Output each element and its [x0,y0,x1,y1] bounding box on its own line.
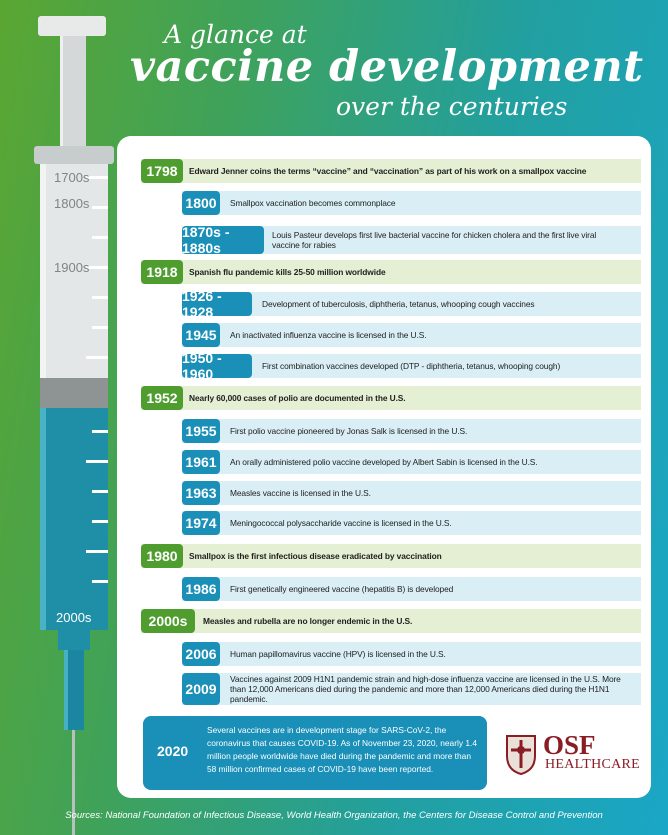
osf-healthcare-logo [503,730,643,780]
timeline-row [141,260,641,284]
syringe-plunger-head [38,16,106,36]
row-text: Smallpox vaccination becomes commonplace [230,198,396,208]
year-badge: 2020 [157,743,189,759]
syringe-tick [86,356,108,359]
year-badge: 1926 - 1928 [182,292,252,316]
year-badge: 1950 - 1960 [182,354,252,378]
year-badge: 1798 [141,159,183,183]
syringe-tick [92,326,108,329]
syringe-tick [92,296,108,299]
title-line-1: A glance at [164,20,307,49]
year-badge: 1963 [182,481,220,505]
timeline-row [182,481,641,505]
year-badge: 1986 [182,577,220,601]
row-text: Measles vaccine is licensed in the U.S. [230,488,371,498]
year-badge: 2006 [182,642,220,666]
syringe-tick [92,206,108,209]
row-text: An orally administered polio vaccine developed by Albert Sabin is licensed in the U.S. [230,457,538,467]
row-text: Measles and rubella are no longer endemic in the U.S. [203,616,413,626]
syringe-label-1700s: 1700s [54,170,90,185]
sources-footer: Sources: National Foundation of Infectious Disease, World Health Organization, the Centers for Disease Control and Prevention [65,810,603,821]
timeline-row [182,450,641,474]
year-badge: 1961 [182,450,220,474]
year-badge: 1952 [141,386,183,410]
row-text: Edward Jenner coins the terms “vaccine” and “vaccination” as part of his work on a smallpox vaccine [189,166,587,176]
row-text: Smallpox is the first infectious disease eradicated by vaccination [189,551,442,561]
row-text: Human papillomavirus vaccine (HPV) is licensed in the U.S. [230,649,446,659]
year-badge: 2000s [141,609,195,633]
logo-name: OSF [543,730,596,760]
year-badge: 1980 [141,544,183,568]
syringe-label-1900s: 1900s [54,260,90,275]
covid-2020-text: Several vaccines are in development stage for SARS-CoV-2, the coronavirus that causes COVID-19. As of November 23, 2020, nearly 1.4 million people worldwide have died during the pandemic and more than 58 million confirmed cases of COVID-19 have been reported. [207,725,477,774]
year-badge: 1918 [141,260,183,284]
timeline-row [182,350,641,382]
title-line-2: vaccine development [130,42,644,92]
syringe-nozzle [58,630,90,650]
row-text: First genetically engineered vaccine (hepatitis B) is developed [230,584,454,594]
syringe-tick [92,430,108,433]
year-badge: 1955 [182,419,220,443]
syringe-label-2000s: 2000s [56,610,92,625]
syringe-fluid [40,408,108,630]
syringe-tick [86,550,108,553]
year-badge: 2009 [182,673,220,705]
syringe-tick [92,580,108,583]
syringe-plunger [40,378,108,408]
syringe-tick [86,460,108,463]
syringe-label-1800s: 1800s [54,196,90,211]
row-text: Meningococcal polysaccharide vaccine is licensed in the U.S. [230,518,452,528]
year-badge: 1870s - 1880s [182,226,264,254]
crest-icon [503,732,539,776]
row-text: An inactivated influenza vaccine is licensed in the U.S. [230,330,427,340]
row-text: First polio vaccine pioneered by Jonas Salk is licensed in the U.S. [230,426,468,436]
row-text: Vaccines against 2009 H1N1 pandemic strain and high-dose influenza vaccine are licensed in the U.S. More than 12,000 Americans died during the pandemic and more than 12,000 Americans died during the H1N1 pandemic. [230,674,621,704]
timeline-row [182,288,641,320]
timeline-row [182,673,641,705]
year-badge: 1800 [182,191,220,215]
timeline-row [141,609,641,633]
timeline-row [182,419,641,443]
timeline-row [141,159,641,183]
syringe-hub [64,650,84,730]
timeline-row [182,323,641,347]
title-line-3: over the centuries [336,92,568,121]
row-text: First combination vaccines developed (DTP - diphtheria, tetanus, whooping cough) [262,361,561,371]
timeline-row [141,544,641,568]
timeline-row [182,577,641,601]
syringe-tick [92,236,108,239]
timeline-row [141,386,641,410]
timeline-row [182,642,641,666]
row-text: Nearly 60,000 cases of polio are documented in the U.S. [189,393,406,403]
row-text: Development of tuberculosis, diphtheria, tetanus, whooping cough vaccines [262,299,535,309]
row-text: Louis Pasteur develops first live bacterial vaccine for chicken cholera and the first live viral vaccine for rabies [272,230,597,250]
syringe-collar [34,146,114,164]
timeline-row [182,511,641,535]
timeline-row [182,226,641,254]
timeline-row [182,191,641,215]
covid-2020-box [143,716,487,790]
year-badge: 1945 [182,323,220,347]
logo-subtitle: HEALTHCARE [545,757,641,772]
syringe-rod [60,36,86,146]
year-badge: 1974 [182,511,220,535]
syringe-tick [92,490,108,493]
syringe-tick [92,520,108,523]
row-text: Spanish flu pandemic kills 25-50 million worldwide [189,267,386,277]
